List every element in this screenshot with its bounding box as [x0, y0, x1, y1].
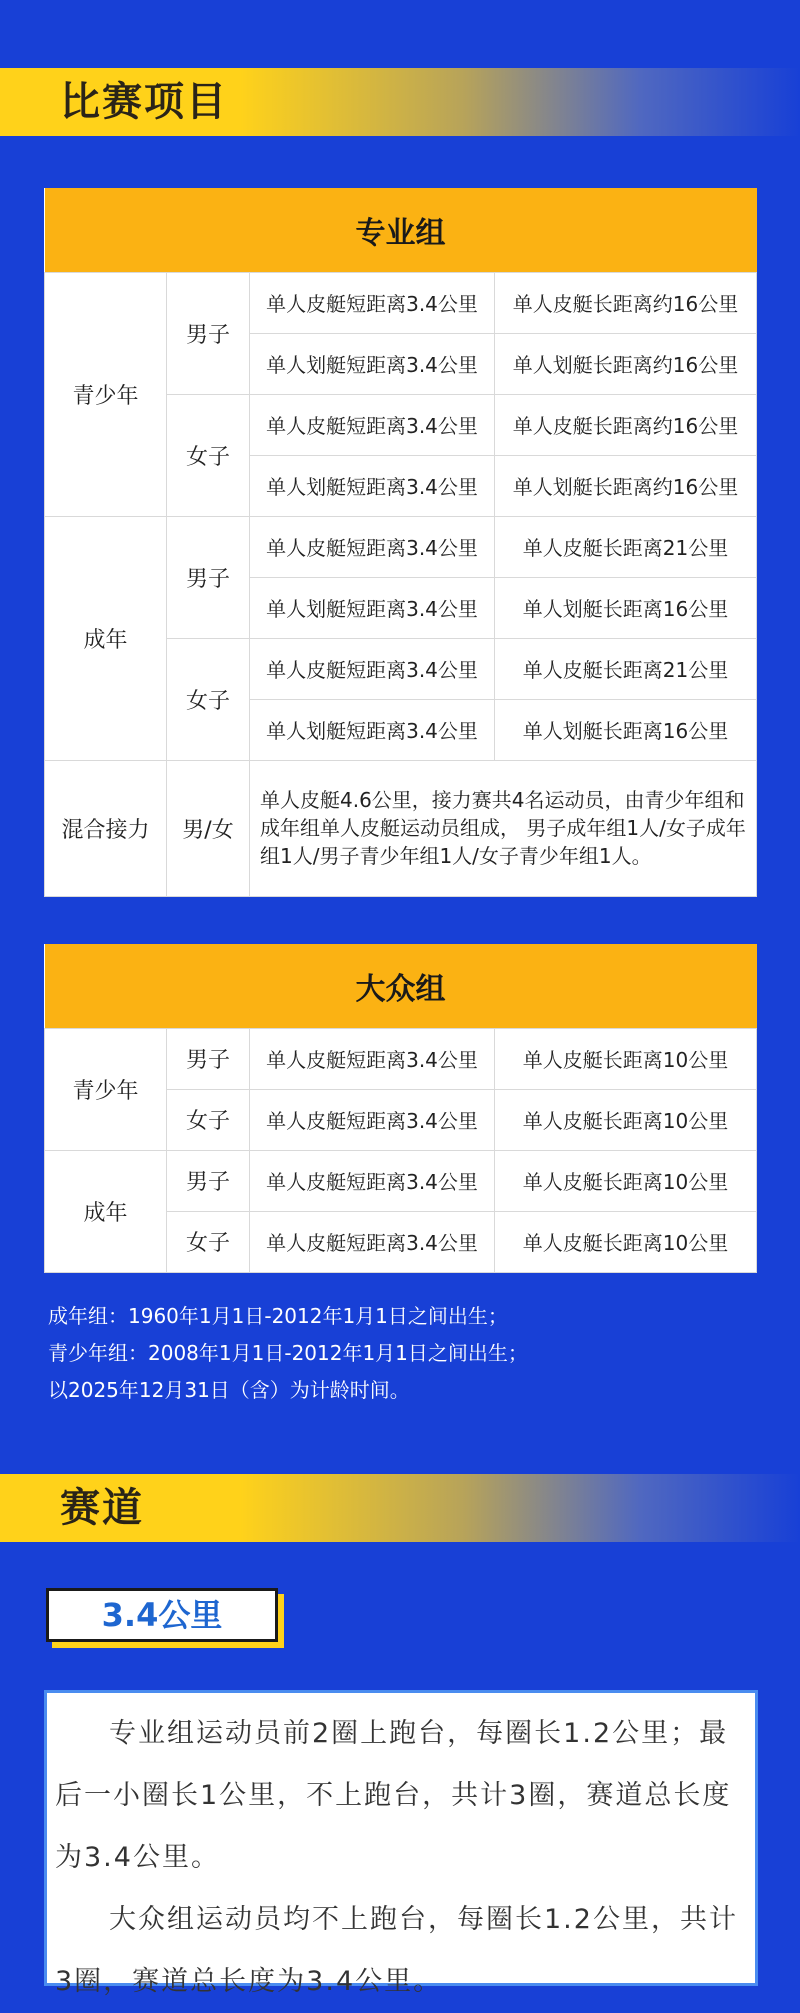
gender-label: 男子	[167, 1028, 250, 1089]
age-label: 成年	[45, 1150, 167, 1272]
age-notes	[48, 1298, 528, 1409]
gender-label: 男子	[167, 516, 250, 638]
course-description	[44, 1690, 758, 1997]
gender-label: 男子	[167, 272, 250, 394]
event-cell: 单人划艇长距离约16公里	[495, 333, 757, 394]
gender-label: 女子	[167, 638, 250, 760]
relay-description: 单人皮艇4.6公里，接力赛共4名运动员，由青少年组和成年组单人皮艇运动员组成， 男子成年组1人/女子成年组1人/男子青少年组1人/女子青少年组1人。	[250, 760, 757, 896]
event-cell: 单人皮艇长距离21公里	[495, 516, 757, 577]
event-cell: 单人皮艇短距离3.4公里	[250, 516, 495, 577]
event-cell: 单人皮艇短距离3.4公里	[250, 1211, 495, 1272]
section-banner-events	[0, 68, 800, 136]
event-cell: 单人皮艇长距离10公里	[495, 1028, 757, 1089]
event-cell: 单人划艇短距离3.4公里	[250, 577, 495, 638]
section-title-course: 赛道	[60, 1485, 144, 1531]
event-cell: 单人划艇长距离16公里	[495, 577, 757, 638]
note-line: 成年组：1960年1月1日-2012年1月1日之间出生；	[48, 1304, 508, 1328]
note-line: 以2025年12月31日（含）为计龄时间。	[48, 1378, 410, 1402]
age-label: 青少年	[45, 1028, 167, 1150]
event-cell: 单人皮艇长距离约16公里	[495, 394, 757, 455]
course-paragraph: 专业组运动员前2圈上跑台，每圈长1.2公里；最后一小圈长1公里，不上跑台，共计3圈，赛道总长度为3.4公里。	[55, 1718, 732, 1873]
gender-label: 男子	[167, 1150, 250, 1211]
event-cell: 单人划艇长距离约16公里	[495, 455, 757, 516]
section-title-events: 比赛项目	[60, 79, 228, 125]
event-cell: 单人皮艇长距离10公里	[495, 1089, 757, 1150]
event-cell: 单人划艇长距离16公里	[495, 699, 757, 760]
gender-label: 女子	[167, 394, 250, 516]
course-paragraph: 大众组运动员均不上跑台，每圈长1.2公里，共计3圈，赛道总长度为3.4公里。	[55, 1904, 738, 1997]
public-group-table	[44, 944, 757, 1273]
public-group-header: 大众组	[45, 944, 757, 1028]
age-label: 成年	[45, 516, 167, 760]
event-cell: 单人皮艇短距离3.4公里	[250, 638, 495, 699]
event-cell: 单人皮艇短距离3.4公里	[250, 1150, 495, 1211]
gender-label: 女子	[167, 1089, 250, 1150]
event-cell: 单人皮艇长距离21公里	[495, 638, 757, 699]
section-banner-course	[0, 1474, 800, 1542]
event-cell: 单人划艇短距离3.4公里	[250, 455, 495, 516]
note-line: 青少年组：2008年1月1日-2012年1月1日之间出生；	[48, 1341, 528, 1365]
event-cell: 单人皮艇长距离10公里	[495, 1150, 757, 1211]
event-cell: 单人皮艇长距离约16公里	[495, 272, 757, 333]
event-cell: 单人皮艇短距离3.4公里	[250, 272, 495, 333]
event-cell: 单人皮艇短距离3.4公里	[250, 394, 495, 455]
event-cell: 单人划艇短距离3.4公里	[250, 699, 495, 760]
age-label: 青少年	[45, 272, 167, 516]
relay-label: 混合接力	[45, 760, 167, 896]
pro-group-table	[44, 188, 757, 897]
event-cell: 单人皮艇短距离3.4公里	[250, 1028, 495, 1089]
event-cell: 单人皮艇短距离3.4公里	[250, 1089, 495, 1150]
pro-group-header: 专业组	[45, 188, 757, 272]
event-cell: 单人皮艇长距离10公里	[495, 1211, 757, 1272]
event-cell: 单人划艇短距离3.4公里	[250, 333, 495, 394]
gender-label: 女子	[167, 1211, 250, 1272]
relay-gender: 男/女	[167, 760, 250, 896]
distance-tag: 3.4公里	[46, 1588, 278, 1642]
